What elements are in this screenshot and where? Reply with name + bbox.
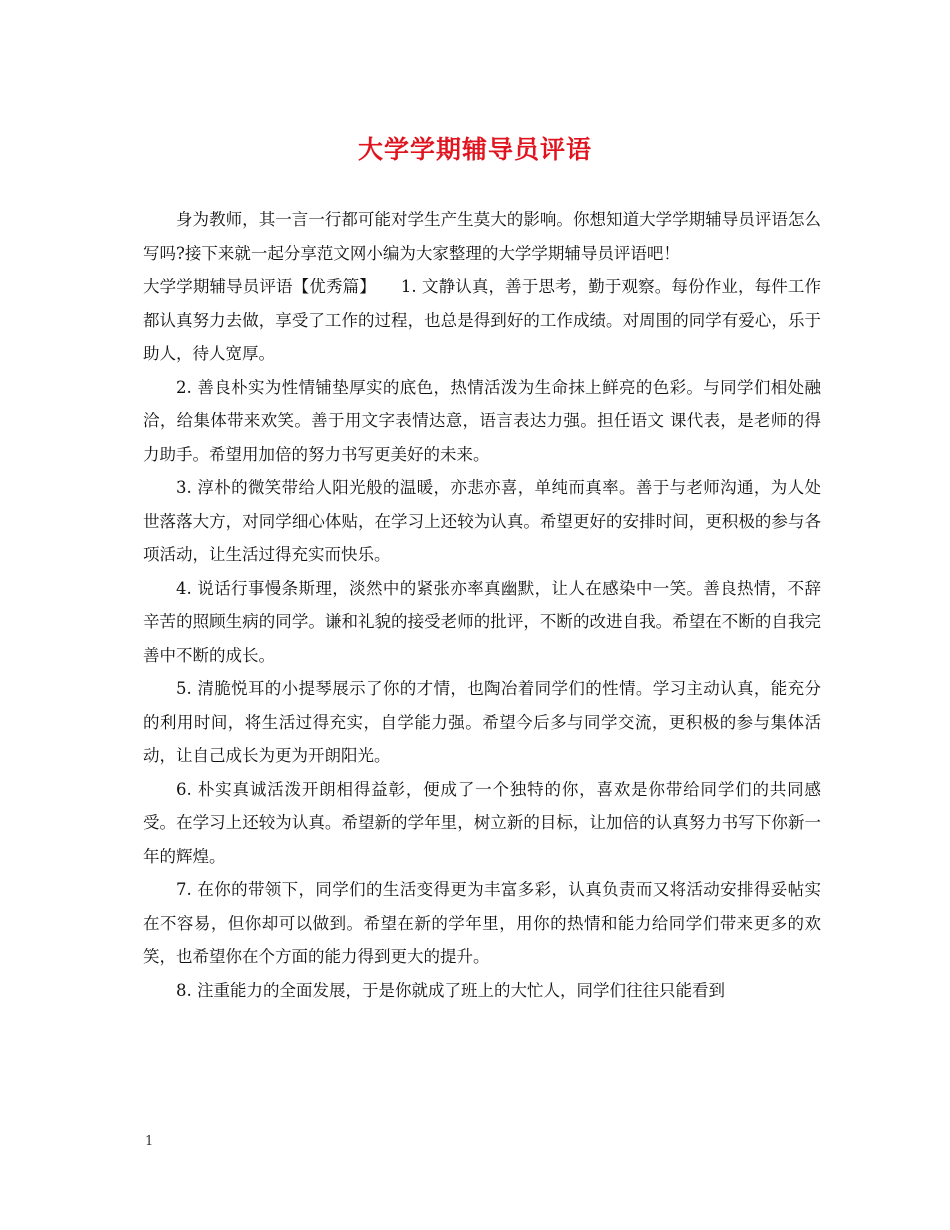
comment-paragraph-8: 8. 注重能力的全面发展，于是你就成了班上的大忙人，同学们往往只能看到	[176, 980, 725, 1000]
page-number: 1	[145, 1134, 154, 1149]
page-title: 大学学期辅导员评语	[357, 135, 592, 164]
intro-paragraph: 身为教师，其一言一行都可能对学生产生莫大的影响。你想知道大学学期辅导员评语怎么写吗?接下来就一起分享范文网小编为大家整理的大学学期辅导员评语吧！	[143, 210, 821, 263]
comment-paragraph-3: 3. 淳朴的微笑带给人阳光般的温暖，亦悲亦喜，单纯而真率。善于与老师沟通，为人处世落落大方，对同学细心体贴，在学习上还较为认真。希望更好的安排时间，更积极的参与各项活动，让生活过得充实而快乐。	[143, 478, 821, 564]
comment-paragraph-2: 2. 善良朴实为性情铺垫厚实的底色，热情活泼为生命抹上鲜亮的色彩。与同学们相处融洽，给集体带来欢笑。善于用文字表情达意，语言表达力强。担任语文 课代表，是老师的得力助手。希望用加倍的努力书写更美好的未来。	[143, 377, 821, 464]
comment-paragraph-6: 6. 朴实真诚活泼开朗相得益彰，便成了一个独特的你，喜欢是你带给同学们的共同感受。在学习上还较为认真。希望新的学年里，树立新的目标，让加倍的认真努力书写下你新一年的辉煌。	[143, 779, 821, 866]
comment-paragraph-1: 大学学期辅导员评语【优秀篇】 1. 文静认真，善于思考，勤于观察。每份作业，每件工作都认真努力去做，享受了工作的过程，也总是得到好的工作成绩。对周围的同学有爱心，乐于助人，待人宽厚。	[143, 277, 821, 363]
comment-paragraph-7: 7. 在你的带领下，同学们的生活变得更为丰富多彩，认真负责而又将活动安排得妥帖实在不容易，但你却可以做到。希望在新的学年里，用你的热情和能力给同学们带来更多的欢笑，也希望你在个方面的能力得到更大的提升。	[143, 880, 821, 966]
comment-paragraph-4: 4. 说话行事慢条斯理，淡然中的紧张亦率真幽默，让人在感染中一笑。善良热情，不辞辛苦的照顾生病的同学。谦和礼貌的接受老师的批评，不断的改进自我。希望在不断的自我完善中不断的成长。	[143, 578, 821, 665]
document-body	[143, 203, 821, 1007]
comment-paragraph-5: 5. 清脆悦耳的小提琴展示了你的才情，也陶冶着同学们的性情。学习主动认真，能充分的利用时间，将生活过得充实，自学能力强。希望今后多与同学交流，更积极的参与集体活动，让自己成长为更为开朗阳光。	[143, 679, 821, 765]
